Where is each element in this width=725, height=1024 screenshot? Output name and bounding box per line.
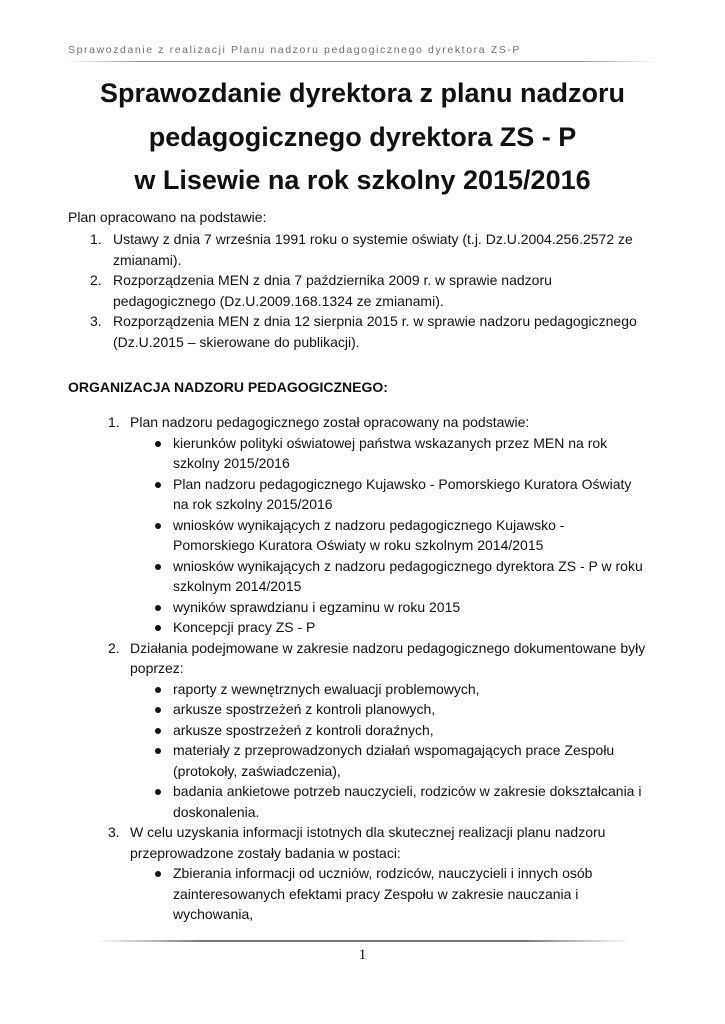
bullet-icon bbox=[155, 789, 161, 795]
bullet-text: Plan nadzoru pedagogicznego Kujawsko - Pomorskiego Kuratora Oświaty na rok szkolny 2015/2016 bbox=[173, 475, 632, 512]
bullet-icon bbox=[155, 605, 161, 611]
list-item-text: Rozporządzenia MEN z dnia 12 sierpnia 2015 r. w sprawie nadzoru pedagogicznego (Dz.U.2015 – skierowane do publikacji). bbox=[113, 313, 637, 350]
page-number: 1 bbox=[358, 947, 367, 963]
bullet-icon bbox=[155, 687, 161, 693]
list-item bbox=[68, 270, 638, 311]
bullet-list bbox=[130, 679, 648, 823]
running-header: Sprawozdanie z realizacji Planu nadzoru pedagogicznego dyrektora ZS-P bbox=[68, 44, 522, 56]
list-number: 3. bbox=[108, 824, 120, 840]
bullet-icon bbox=[155, 523, 161, 529]
title-line-1: Sprawozdanie dyrektora z planu nadzoru bbox=[99, 78, 626, 108]
organization-list bbox=[108, 412, 648, 925]
title-line-2: pedagogicznego dyrektora ZS - P bbox=[148, 121, 577, 152]
bullet-icon bbox=[155, 748, 161, 754]
bullet-icon bbox=[155, 441, 161, 447]
bullet-item bbox=[130, 556, 648, 597]
bullet-item bbox=[130, 699, 648, 720]
list-item bbox=[68, 229, 638, 270]
bullet-text: Zbierania informacji od uczniów, rodziców, nauczycieli i innych osób zainteresowanych efektami pracy Zespołu w zakresie nauczania i wychowania, bbox=[173, 865, 593, 922]
bullet-item bbox=[130, 781, 648, 822]
bullet-icon bbox=[155, 482, 161, 488]
title-line-3: w Lisewie na rok szkolny 2015/2016 bbox=[134, 165, 591, 195]
bullet-text: materiały z przeprowadzonych działań wspomagających prace Zespołu (protokoły, zaświadczenia), bbox=[173, 742, 615, 779]
bullet-text: kierunków polityki oświatowej państwa wskazanych przez MEN na rok szkolny 2015/2016 bbox=[173, 434, 608, 471]
list-number: 3. bbox=[90, 313, 102, 329]
list-number: 2. bbox=[90, 272, 102, 288]
list-item bbox=[108, 638, 648, 823]
bullet-icon bbox=[155, 728, 161, 734]
list-item bbox=[108, 412, 648, 638]
section-heading: ORGANIZACJA NADZORU PEDAGOGICZNEGO: bbox=[68, 379, 388, 395]
bullet-icon bbox=[155, 564, 161, 570]
bullet-text: wniosków wynikających z nadzoru pedagogicznego dyrektora ZS - P w roku szkolnym 2014/2015 bbox=[173, 557, 643, 594]
list-number: 2. bbox=[108, 639, 120, 656]
bullet-list bbox=[130, 863, 648, 925]
bullet-icon bbox=[155, 871, 161, 877]
intro-text: Plan opracowano na podstawie: bbox=[68, 209, 267, 225]
list-item-text: Ustawy z dnia 7 września 1991 roku o systemie oświaty (t.j. Dz.U.2004.256.2572 ze zmianami). bbox=[113, 231, 633, 268]
bullet-item bbox=[130, 740, 648, 781]
bullet-text: arkusze spostrzeżeń z kontroli doraźnych, bbox=[173, 721, 434, 738]
bullet-text: wyników sprawdzianu i egzaminu w roku 2015 bbox=[173, 598, 461, 615]
list-item-text: Rozporządzenia MEN z dnia 7 października 2009 r. w sprawie nadzoru pedagogicznego (Dz.U.2009.168.1324 ze zmianami). bbox=[113, 272, 552, 309]
list-item-text: Działania podejmowane w zakresie nadzoru pedagogicznego dokumentowane były poprzez: bbox=[130, 639, 646, 676]
bullet-item bbox=[130, 597, 648, 618]
list-item bbox=[108, 822, 648, 925]
list-item-text: W celu uzyskania informacji istotnych dla skutecznej realizacji planu nadzoru przeprowadzone zostały badania w postaci: bbox=[130, 824, 606, 861]
bullet-text: badania ankietowe potrzeb nauczycieli, rodziców w zakresie dokształcania i doskonalenia. bbox=[173, 783, 642, 820]
legal-basis-list bbox=[68, 229, 638, 352]
bullet-item bbox=[130, 679, 648, 700]
list-number: 1. bbox=[108, 414, 120, 430]
bullet-text: wniosków wynikających z nadzoru pedagogicznego Kujawsko - Pomorskiego Kuratora Oświaty w roku szkolnym 2014/2015 bbox=[173, 516, 565, 553]
bullet-text: raporty z wewnętrznych ewaluacji problemowych, bbox=[173, 680, 480, 697]
list-number: 1. bbox=[90, 231, 102, 247]
bullet-text: Koncepcji pracy ZS - P bbox=[173, 619, 316, 635]
footer-rule bbox=[96, 940, 630, 942]
bullet-item bbox=[130, 720, 648, 741]
bullet-item bbox=[130, 433, 648, 474]
bullet-icon bbox=[155, 707, 161, 713]
list-item bbox=[68, 311, 638, 352]
bullet-text: arkusze spostrzeżeń z kontroli planowych, bbox=[173, 701, 436, 717]
document-title bbox=[40, 72, 685, 203]
bullet-item bbox=[130, 474, 648, 515]
list-item-text: Plan nadzoru pedagogicznego został opracowany na podstawie: bbox=[130, 414, 530, 430]
bullet-item bbox=[130, 863, 648, 925]
bullet-item bbox=[130, 617, 648, 638]
bullet-item bbox=[130, 515, 648, 556]
header-rule bbox=[66, 61, 658, 62]
bullet-icon bbox=[155, 625, 161, 631]
bullet-list bbox=[130, 433, 648, 638]
